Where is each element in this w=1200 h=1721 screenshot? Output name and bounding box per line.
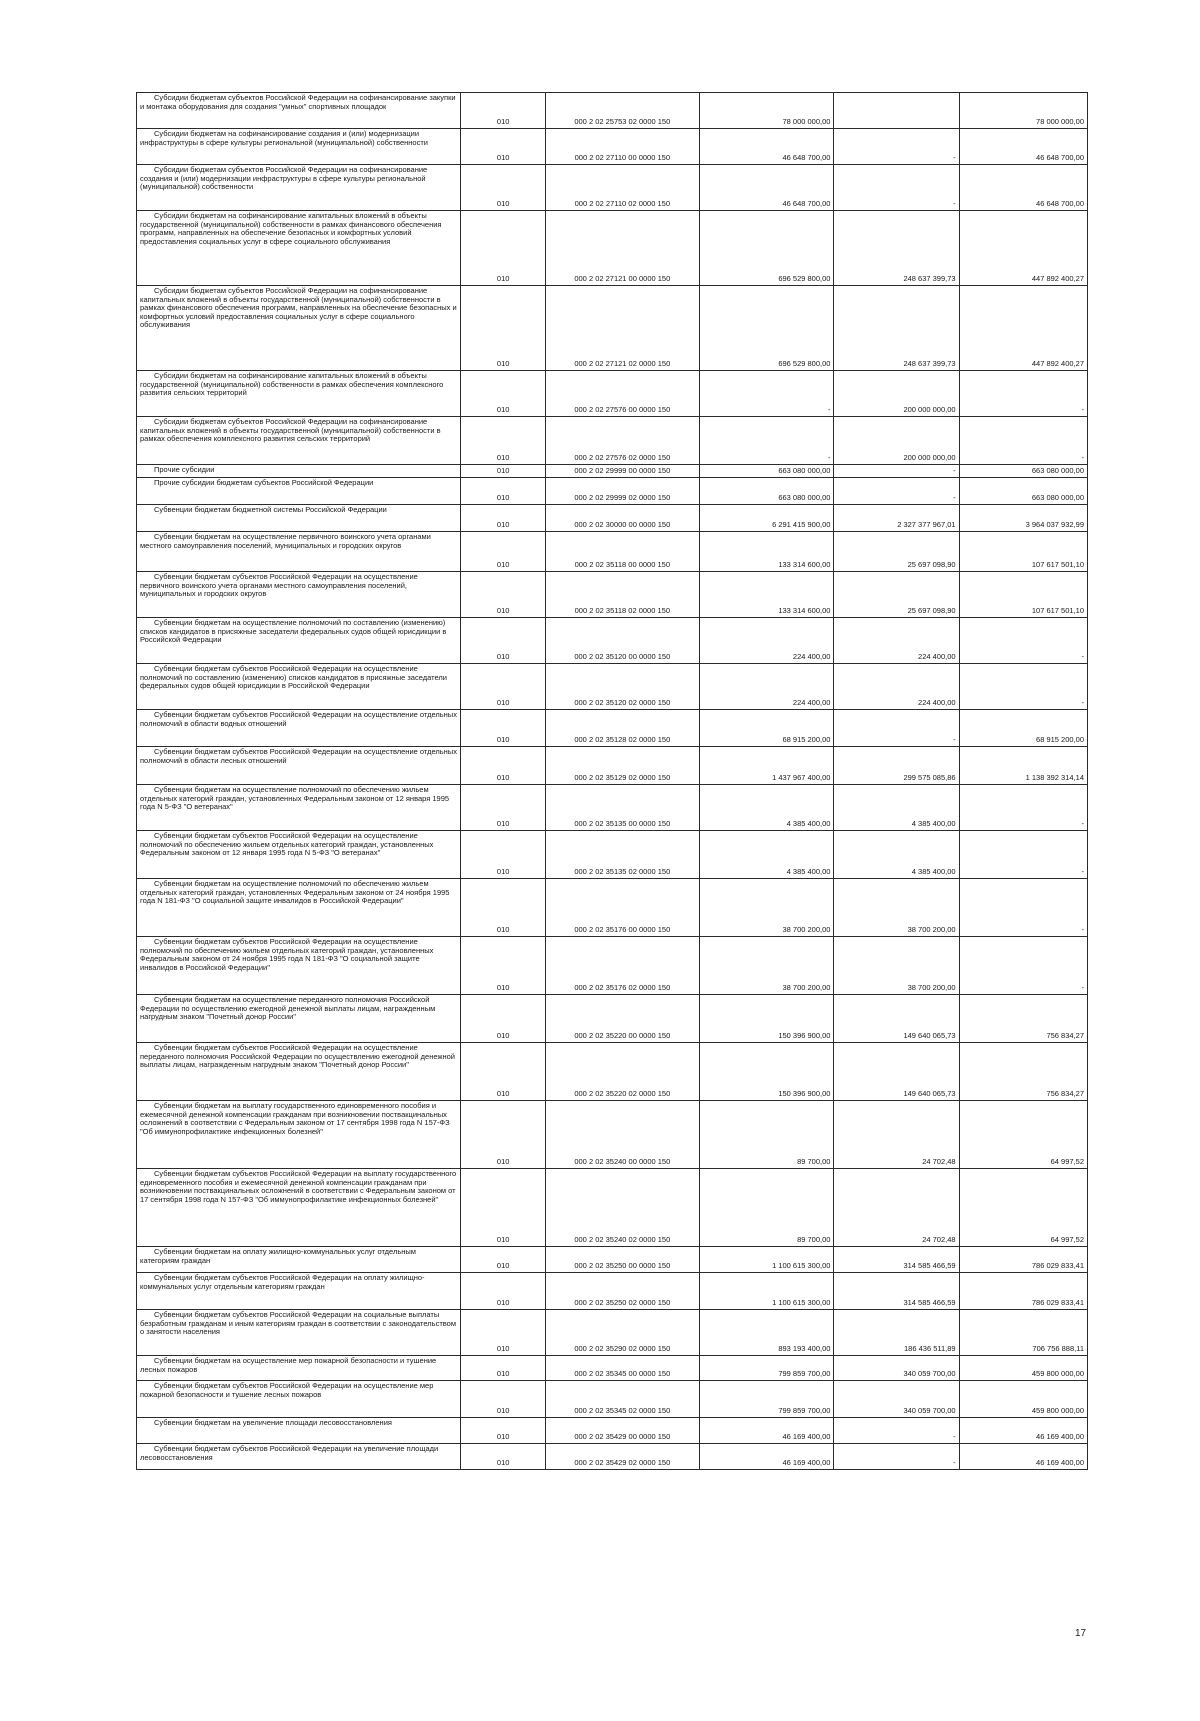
table-row xyxy=(137,1418,1088,1444)
row-rest: 459 800 000,00 xyxy=(959,1381,1087,1418)
row-code: 010 xyxy=(461,710,546,747)
row-plan: 68 915 200,00 xyxy=(699,710,834,747)
table-row xyxy=(137,618,1088,664)
row-code: 010 xyxy=(461,1273,546,1310)
row-plan: 696 529 800,00 xyxy=(699,286,834,371)
row-fact: 200 000 000,00 xyxy=(834,371,959,417)
row-rest: 64 997,52 xyxy=(959,1101,1087,1169)
row-fact: 38 700 200,00 xyxy=(834,879,959,937)
row-code: 010 xyxy=(461,785,546,831)
row-fact: - xyxy=(834,710,959,747)
row-code: 010 xyxy=(461,995,546,1043)
row-kbk: 000 2 02 35429 02 0000 150 xyxy=(546,1444,699,1470)
row-plan: - xyxy=(699,371,834,417)
row-code: 010 xyxy=(461,478,546,505)
table-row xyxy=(137,831,1088,879)
row-code: 010 xyxy=(461,1381,546,1418)
row-plan: 89 700,00 xyxy=(699,1169,834,1247)
row-name: Субвенции бюджетам на осуществление переданного полномочия Российской Федерации по осуществлению ежегодной денежной выплаты лицам, награжденным нагрудным знаком "Почетный донор России" xyxy=(137,995,461,1043)
row-name: Субвенции бюджетам субъектов Российской Федерации на осуществление отдельных полномочий в области лесных отношений xyxy=(137,747,461,785)
row-name: Субвенции бюджетам субъектов Российской Федерации на выплату государственного единовременного пособия и ежемесячной денежной компенсации гражданам при возникновении поствакцинальных осложнений в соответствии с Федеральным законом от 17 сентября 1998 года N 157-ФЗ "Об иммунопрофилактике инфекционных болезней" xyxy=(137,1169,461,1247)
row-name: Субсидии бюджетам на софинансирование капитальных вложений в объекты государственной (муниципальной) собственности в рамках обеспечения комплексного развития сельских территорий xyxy=(137,371,461,417)
row-rest: 46 648 700,00 xyxy=(959,129,1087,165)
row-rest: - xyxy=(959,417,1087,465)
row-plan: 150 396 900,00 xyxy=(699,1043,834,1101)
row-rest: 107 617 501,10 xyxy=(959,572,1087,618)
row-name: Субвенции бюджетам субъектов Российской Федерации на осуществление мер пожарной безопасности и тушение лесных пожаров xyxy=(137,1381,461,1418)
row-fact: 4 385 400,00 xyxy=(834,831,959,879)
row-plan: 46 648 700,00 xyxy=(699,129,834,165)
row-fact: 24 702,48 xyxy=(834,1101,959,1169)
row-code: 010 xyxy=(461,417,546,465)
table-row xyxy=(137,129,1088,165)
row-kbk: 000 2 02 27576 02 0000 150 xyxy=(546,417,699,465)
row-code: 010 xyxy=(461,1169,546,1247)
row-name: Субвенции бюджетам на выплату государственного единовременного пособия и ежемесячной денежной компенсации гражданам при возникновении поствакцинальных осложнений в соответствии с Федеральным законом от 17 сентября 1998 года N 157-ФЗ "Об иммунопрофилактике инфекционных болезней" xyxy=(137,1101,461,1169)
row-code: 010 xyxy=(461,572,546,618)
table-row xyxy=(137,286,1088,371)
row-fact: 340 059 700,00 xyxy=(834,1381,959,1418)
row-fact: 340 059 700,00 xyxy=(834,1356,959,1381)
row-kbk: 000 2 02 25753 02 0000 150 xyxy=(546,93,699,129)
page-number: 17 xyxy=(1075,1628,1087,1639)
row-rest: 78 000 000,00 xyxy=(959,93,1087,129)
row-rest: - xyxy=(959,785,1087,831)
row-name: Субвенции бюджетам субъектов Российской Федерации на осуществление первичного воинского учета органами местного самоуправления поселений, муниципальных и городских округов xyxy=(137,572,461,618)
row-plan: 799 859 700,00 xyxy=(699,1381,834,1418)
row-fact: 4 385 400,00 xyxy=(834,785,959,831)
table-row xyxy=(137,664,1088,710)
row-code: 010 xyxy=(461,1101,546,1169)
row-rest: 447 892 400,27 xyxy=(959,286,1087,371)
row-rest: 663 080 000,00 xyxy=(959,465,1087,478)
row-name: Субсидии бюджетам субъектов Российской Федерации на софинансирование капитальных вложений в объекты государственной (муниципальной) собственности в рамках обеспечения комплексного развития сельских территорий xyxy=(137,417,461,465)
row-code: 010 xyxy=(461,1043,546,1101)
table-row xyxy=(137,572,1088,618)
row-name: Субсидии бюджетам на софинансирование создания и (или) модернизации инфраструктуры в сфере культуры региональной (муниципальной) собственности xyxy=(137,129,461,165)
row-fact: - xyxy=(834,478,959,505)
row-fact: 314 585 466,59 xyxy=(834,1273,959,1310)
row-kbk: 000 2 02 35240 02 0000 150 xyxy=(546,1169,699,1247)
row-plan: 1 100 615 300,00 xyxy=(699,1247,834,1273)
row-code: 010 xyxy=(461,879,546,937)
row-plan: 224 400,00 xyxy=(699,664,834,710)
table-row xyxy=(137,1381,1088,1418)
row-plan: 799 859 700,00 xyxy=(699,1356,834,1381)
row-code: 010 xyxy=(461,286,546,371)
table-row xyxy=(137,1247,1088,1273)
row-plan: 663 080 000,00 xyxy=(699,478,834,505)
row-kbk: 000 2 02 27576 00 0000 150 xyxy=(546,371,699,417)
table-row xyxy=(137,93,1088,129)
row-name: Субвенции бюджетам субъектов Российской Федерации на осуществление отдельных полномочий в области водных отношений xyxy=(137,710,461,747)
row-fact: - xyxy=(834,1444,959,1470)
row-rest: 447 892 400,27 xyxy=(959,211,1087,286)
row-rest: 46 169 400,00 xyxy=(959,1444,1087,1470)
row-kbk: 000 2 02 35128 02 0000 150 xyxy=(546,710,699,747)
row-fact: 186 436 511,89 xyxy=(834,1310,959,1356)
row-kbk: 000 2 02 35250 00 0000 150 xyxy=(546,1247,699,1273)
table-row xyxy=(137,165,1088,211)
row-rest: 786 029 833,41 xyxy=(959,1247,1087,1273)
row-name: Субвенции бюджетам субъектов Российской Федерации на оплату жилищно-коммунальных услуг отдельным категориям граждан xyxy=(137,1273,461,1310)
row-name: Субвенции бюджетам субъектов Российской Федерации на социальные выплаты безработным гражданам и иным категориям граждан в соответствии с законодательством о занятости населения xyxy=(137,1310,461,1356)
row-fact: 299 575 085,86 xyxy=(834,747,959,785)
row-code: 010 xyxy=(461,1310,546,1356)
row-kbk: 000 2 02 27121 00 0000 150 xyxy=(546,211,699,286)
row-kbk: 000 2 02 35135 02 0000 150 xyxy=(546,831,699,879)
row-name: Субвенции бюджетам субъектов Российской Федерации на осуществление переданного полномочия Российской Федерации по осуществлению ежегодной денежной выплаты лицам, награжденным нагрудным знаком "Почетный донор России" xyxy=(137,1043,461,1101)
row-name: Субвенции бюджетам на осуществление полномочий по обеспечению жильем отдельных категорий граждан, установленных Федеральным законом от 24 ноября 1995 года N 181-ФЗ "О социальной защите инвалидов в Российской Федерации" xyxy=(137,879,461,937)
row-name: Субвенции бюджетам субъектов Российской Федерации на увеличение площади лесовосстановления xyxy=(137,1444,461,1470)
row-name: Субвенции бюджетам субъектов Российской Федерации на осуществление полномочий по обеспечению жильем отдельных категорий граждан, установленных Федеральным законом от 24 ноября 1995 года N 181-ФЗ "О социальной защите инвалидов в Российской Федерации" xyxy=(137,937,461,995)
row-rest: - xyxy=(959,664,1087,710)
row-fact: 2 327 377 967,01 xyxy=(834,505,959,532)
row-code: 010 xyxy=(461,532,546,572)
row-rest: 46 169 400,00 xyxy=(959,1418,1087,1444)
row-plan: 46 169 400,00 xyxy=(699,1418,834,1444)
row-kbk: 000 2 02 35118 00 0000 150 xyxy=(546,532,699,572)
row-plan: 38 700 200,00 xyxy=(699,879,834,937)
row-fact: 38 700 200,00 xyxy=(834,937,959,995)
row-fact: 200 000 000,00 xyxy=(834,417,959,465)
row-plan: 224 400,00 xyxy=(699,618,834,664)
table-row xyxy=(137,937,1088,995)
row-rest: 46 648 700,00 xyxy=(959,165,1087,211)
row-kbk: 000 2 02 35290 02 0000 150 xyxy=(546,1310,699,1356)
row-kbk: 000 2 02 29999 00 0000 150 xyxy=(546,465,699,478)
table-row xyxy=(137,1101,1088,1169)
row-kbk: 000 2 02 29999 02 0000 150 xyxy=(546,478,699,505)
row-plan: 150 396 900,00 xyxy=(699,995,834,1043)
row-code: 010 xyxy=(461,371,546,417)
row-fact: 248 637 399,73 xyxy=(834,211,959,286)
row-rest: 756 834,27 xyxy=(959,1043,1087,1101)
row-kbk: 000 2 02 35429 00 0000 150 xyxy=(546,1418,699,1444)
row-plan: 133 314 600,00 xyxy=(699,532,834,572)
table-row xyxy=(137,1310,1088,1356)
row-code: 010 xyxy=(461,1444,546,1470)
row-kbk: 000 2 02 35176 00 0000 150 xyxy=(546,879,699,937)
row-code: 010 xyxy=(461,465,546,478)
row-fact: 25 697 098,90 xyxy=(834,532,959,572)
row-fact: 224 400,00 xyxy=(834,618,959,664)
row-plan: 663 080 000,00 xyxy=(699,465,834,478)
row-name: Субвенции бюджетам на осуществление полномочий по составлению (изменению) списков кандидатов в присяжные заседатели федеральных судов общей юрисдикции в Российской Федерации xyxy=(137,618,461,664)
row-plan: 6 291 415 900,00 xyxy=(699,505,834,532)
row-rest: 459 800 000,00 xyxy=(959,1356,1087,1381)
row-code: 010 xyxy=(461,505,546,532)
row-kbk: 000 2 02 27110 00 0000 150 xyxy=(546,129,699,165)
table-row xyxy=(137,371,1088,417)
row-plan: - xyxy=(699,417,834,465)
row-plan: 46 169 400,00 xyxy=(699,1444,834,1470)
row-kbk: 000 2 02 27110 02 0000 150 xyxy=(546,165,699,211)
row-rest: 786 029 833,41 xyxy=(959,1273,1087,1310)
row-kbk: 000 2 02 30000 00 0000 150 xyxy=(546,505,699,532)
row-plan: 1 437 967 400,00 xyxy=(699,747,834,785)
row-rest: 68 915 200,00 xyxy=(959,710,1087,747)
row-name: Субвенции бюджетам субъектов Российской Федерации на осуществление полномочий по обеспечению жильем отдельных категорий граждан, установленных Федеральным законом от 12 января 1995 года N 5-ФЗ "О ветеранах" xyxy=(137,831,461,879)
row-rest: 756 834,27 xyxy=(959,995,1087,1043)
row-plan: 1 100 615 300,00 xyxy=(699,1273,834,1310)
row-code: 010 xyxy=(461,211,546,286)
table-row xyxy=(137,532,1088,572)
row-rest: 1 138 392 314,14 xyxy=(959,747,1087,785)
row-plan: 38 700 200,00 xyxy=(699,937,834,995)
row-rest: - xyxy=(959,879,1087,937)
row-name: Субвенции бюджетам на оплату жилищно-коммунальных услуг отдельным категориям граждан xyxy=(137,1247,461,1273)
table-row xyxy=(137,1273,1088,1310)
row-name: Субсидии бюджетам субъектов Российской Федерации на софинансирование закупки и монтажа оборудования для создания "умных" спортивных площадок xyxy=(137,93,461,129)
row-code: 010 xyxy=(461,937,546,995)
table-row xyxy=(137,879,1088,937)
table-row xyxy=(137,1169,1088,1247)
table-row xyxy=(137,417,1088,465)
table-row xyxy=(137,710,1088,747)
row-fact: 149 640 065,73 xyxy=(834,995,959,1043)
row-code: 010 xyxy=(461,165,546,211)
row-name: Субвенции бюджетам бюджетной системы Российской Федерации xyxy=(137,505,461,532)
row-kbk: 000 2 02 35120 02 0000 150 xyxy=(546,664,699,710)
table-row xyxy=(137,505,1088,532)
row-kbk: 000 2 02 35118 02 0000 150 xyxy=(546,572,699,618)
row-rest: 3 964 037 932,99 xyxy=(959,505,1087,532)
row-rest: 663 080 000,00 xyxy=(959,478,1087,505)
row-kbk: 000 2 02 35345 02 0000 150 xyxy=(546,1381,699,1418)
row-plan: 46 648 700,00 xyxy=(699,165,834,211)
row-fact: - xyxy=(834,465,959,478)
budget-table xyxy=(136,92,1088,1470)
row-code: 010 xyxy=(461,1247,546,1273)
row-rest: 107 617 501,10 xyxy=(959,532,1087,572)
row-name: Субсидии бюджетам субъектов Российской Федерации на софинансирование создания и (или) модернизации инфраструктуры в сфере культуры региональной (муниципальной) собственности xyxy=(137,165,461,211)
table-row xyxy=(137,465,1088,478)
row-fact: 224 400,00 xyxy=(834,664,959,710)
row-rest: - xyxy=(959,371,1087,417)
table-row xyxy=(137,1043,1088,1101)
row-kbk: 000 2 02 35129 02 0000 150 xyxy=(546,747,699,785)
table-row xyxy=(137,211,1088,286)
table-row xyxy=(137,1356,1088,1381)
row-rest: 706 756 888,11 xyxy=(959,1310,1087,1356)
row-name: Субвенции бюджетам на осуществление первичного воинского учета органами местного самоуправления поселений, муниципальных и городских округов xyxy=(137,532,461,572)
row-code: 010 xyxy=(461,129,546,165)
row-kbk: 000 2 02 35120 00 0000 150 xyxy=(546,618,699,664)
row-fact: 24 702,48 xyxy=(834,1169,959,1247)
table-row xyxy=(137,995,1088,1043)
table-row xyxy=(137,747,1088,785)
row-kbk: 000 2 02 35345 00 0000 150 xyxy=(546,1356,699,1381)
row-name: Субвенции бюджетам субъектов Российской Федерации на осуществление полномочий по составлению (изменению) списков кандидатов в присяжные заседатели федеральных судов общей юрисдикции в Российской Федерации xyxy=(137,664,461,710)
row-plan: 4 385 400,00 xyxy=(699,831,834,879)
row-fact xyxy=(834,93,959,129)
row-code: 010 xyxy=(461,618,546,664)
row-plan: 89 700,00 xyxy=(699,1101,834,1169)
row-name: Прочие субсидии xyxy=(137,465,461,478)
row-kbk: 000 2 02 27121 02 0000 150 xyxy=(546,286,699,371)
row-name: Субвенции бюджетам на осуществление полномочий по обеспечению жильем отдельных категорий граждан, установленных Федеральным законом от 12 января 1995 года N 5-ФЗ "О ветеранах" xyxy=(137,785,461,831)
row-name: Субвенции бюджетам на увеличение площади лесовосстановления xyxy=(137,1418,461,1444)
row-code: 010 xyxy=(461,747,546,785)
row-code: 010 xyxy=(461,831,546,879)
row-rest: - xyxy=(959,937,1087,995)
row-name: Субсидии бюджетам субъектов Российской Федерации на софинансирование капитальных вложений в объекты государственной (муниципальной) собственности в рамках финансового обеспечения программ, направленных на обеспечение безопасных и комфортных условий предоставления социальных услуг в сфере социального обслуживания xyxy=(137,286,461,371)
row-rest: - xyxy=(959,831,1087,879)
table-row xyxy=(137,785,1088,831)
row-fact: 149 640 065,73 xyxy=(834,1043,959,1101)
row-code: 010 xyxy=(461,1356,546,1381)
row-name: Субсидии бюджетам на софинансирование капитальных вложений в объекты государственной (муниципальной) собственности в рамках финансового обеспечения программ, направленных на обеспечение безопасных и комфортных условий предоставления социальных услуг в сфере социального обслуживания xyxy=(137,211,461,286)
row-kbk: 000 2 02 35135 00 0000 150 xyxy=(546,785,699,831)
row-kbk: 000 2 02 35250 02 0000 150 xyxy=(546,1273,699,1310)
row-fact: - xyxy=(834,1418,959,1444)
row-kbk: 000 2 02 35220 02 0000 150 xyxy=(546,1043,699,1101)
table-row xyxy=(137,478,1088,505)
row-code: 010 xyxy=(461,664,546,710)
row-kbk: 000 2 02 35220 00 0000 150 xyxy=(546,995,699,1043)
row-name: Прочие субсидии бюджетам субъектов Российской Федерации xyxy=(137,478,461,505)
budget-table-body xyxy=(137,93,1088,1470)
row-fact: - xyxy=(834,165,959,211)
row-code: 010 xyxy=(461,93,546,129)
row-rest: 64 997,52 xyxy=(959,1169,1087,1247)
table-row xyxy=(137,1444,1088,1470)
row-plan: 696 529 800,00 xyxy=(699,211,834,286)
row-code: 010 xyxy=(461,1418,546,1444)
row-name: Субвенции бюджетам на осуществление мер пожарной безопасности и тушение лесных пожаров xyxy=(137,1356,461,1381)
row-fact: 25 697 098,90 xyxy=(834,572,959,618)
row-plan: 4 385 400,00 xyxy=(699,785,834,831)
row-rest: - xyxy=(959,618,1087,664)
row-plan: 78 000 000,00 xyxy=(699,93,834,129)
row-fact: 314 585 466,59 xyxy=(834,1247,959,1273)
row-fact: - xyxy=(834,129,959,165)
row-plan: 133 314 600,00 xyxy=(699,572,834,618)
row-plan: 893 193 400,00 xyxy=(699,1310,834,1356)
row-kbk: 000 2 02 35240 00 0000 150 xyxy=(546,1101,699,1169)
row-fact: 248 637 399,73 xyxy=(834,286,959,371)
row-kbk: 000 2 02 35176 02 0000 150 xyxy=(546,937,699,995)
